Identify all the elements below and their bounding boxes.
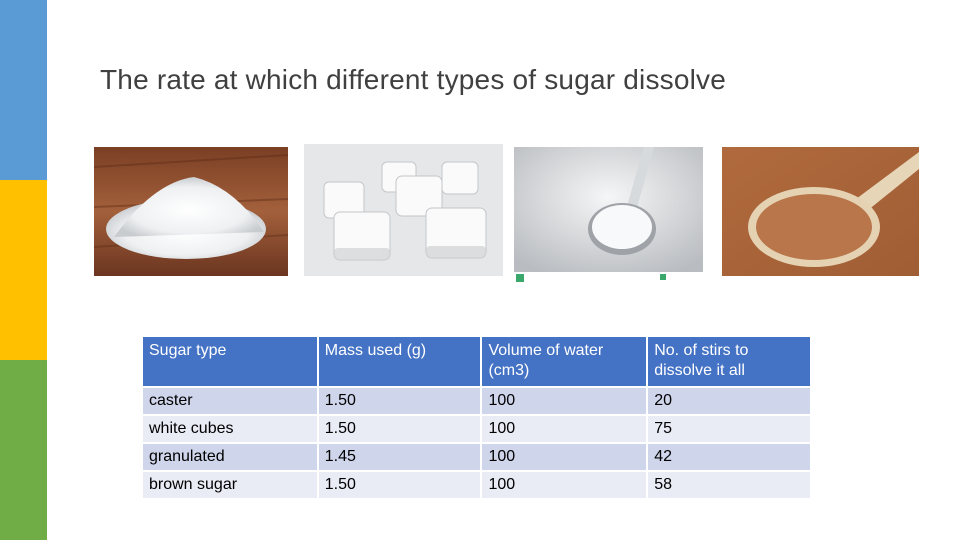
- cell-volume: 100: [482, 472, 646, 498]
- table-row: [143, 416, 810, 442]
- cell-mass: 1.50: [319, 416, 481, 442]
- accent-stripe-blue: [0, 0, 47, 180]
- cell-volume: 100: [482, 388, 646, 414]
- brown-sugar-spoon-photo: [722, 147, 919, 276]
- cell-mass: 1.45: [319, 444, 481, 470]
- table-row: [143, 472, 810, 498]
- table-row: [143, 444, 810, 470]
- cell-mass: 1.50: [319, 472, 481, 498]
- cell-stirs: 58: [648, 472, 810, 498]
- table-header-row: [143, 337, 810, 386]
- cell-stirs: 20: [648, 388, 810, 414]
- cell-stirs: 75: [648, 416, 810, 442]
- cell-sugar-type: caster: [143, 388, 317, 414]
- header-sugar-type: Sugar type: [143, 337, 317, 386]
- cell-sugar-type: granulated: [143, 444, 317, 470]
- caster-sugar-photo: [94, 147, 288, 276]
- cell-volume: 100: [482, 416, 646, 442]
- cell-mass: 1.50: [319, 388, 481, 414]
- cell-sugar-type: brown sugar: [143, 472, 317, 498]
- table-row: [143, 388, 810, 414]
- cell-stirs: 42: [648, 444, 810, 470]
- granulated-sugar-spoon-photo: [514, 147, 703, 285]
- sugar-dissolve-table: [141, 335, 812, 500]
- cell-sugar-type: white cubes: [143, 416, 317, 442]
- accent-stripe-yellow: [0, 180, 47, 360]
- header-volume-water: Volume of water (cm3): [482, 337, 646, 386]
- sugar-cubes-photo: [304, 144, 503, 276]
- header-mass-used: Mass used (g): [319, 337, 481, 386]
- accent-stripe-green: [0, 360, 47, 540]
- header-stirs: No. of stirs to dissolve it all: [648, 337, 810, 386]
- cell-volume: 100: [482, 444, 646, 470]
- slide-title: The rate at which different types of sugar dissolve: [100, 64, 727, 95]
